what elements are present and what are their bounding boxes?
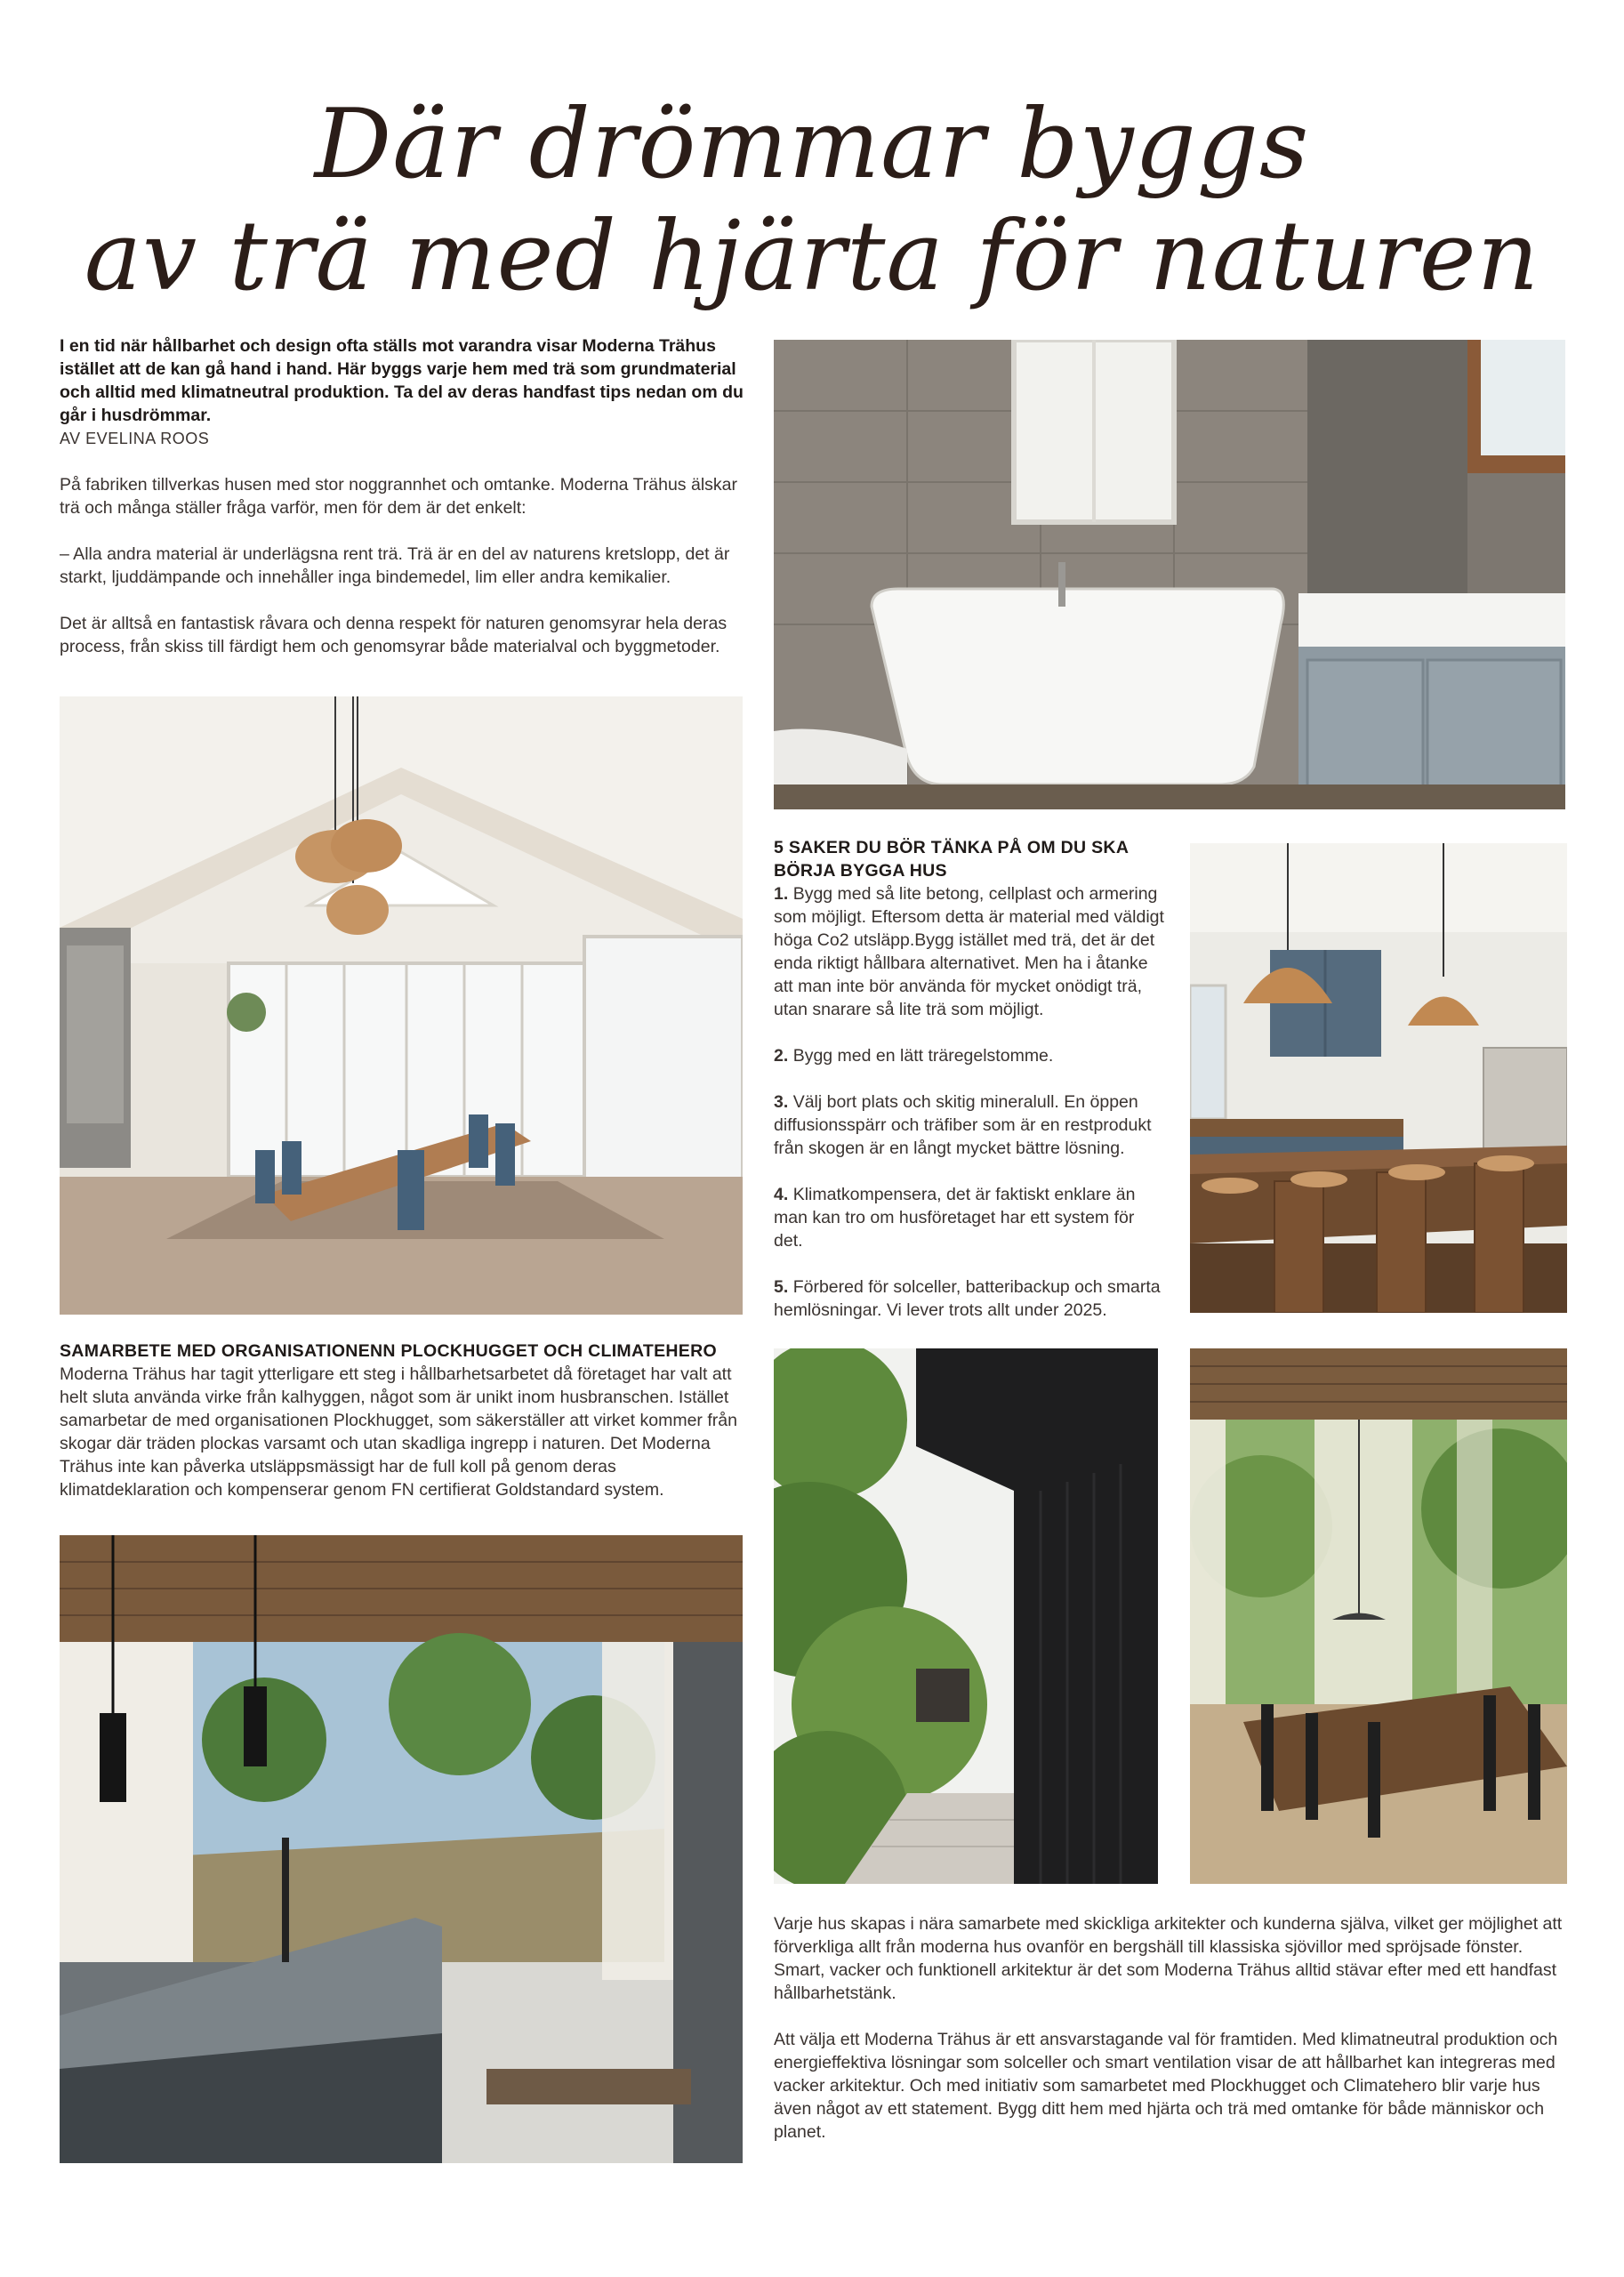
- tip-item: [774, 1275, 1165, 1322]
- tip-text: Förbered för solceller, batteribackup och smarta hemlösningar. Vi lever trots allt under 2025.: [774, 1277, 1161, 1320]
- exterior-facade-photo: [774, 1348, 1158, 1884]
- tip-text: Välj bort plats och skitig mineralull. En öppen diffusionsspärr och träfiber som är en restprodukt från skogen är en långt mycket bättre lösning.: [774, 1092, 1152, 1158]
- intro-lead: I en tid när hållbarhet och design ofta ställs mot varandra visar Moderna Trähus istället att de kan gå hand i hand. Här byggs varje hem med trä som grundmaterial och alltid med klimatneutral produktion. Ta del av deras handfast tips nedan om du går i husdrömmar.: [60, 336, 744, 425]
- intro-section: [60, 334, 744, 658]
- tips-heading-line-2: BÖRJA BYGGA HUS: [774, 861, 947, 881]
- tip-item: [774, 1044, 1165, 1067]
- intro-paragraph-1: På fabriken tillverkas husen med stor noggrannhet och omtanke. Moderna Trähus älskar trä och många ställer fråga varför, men för dem är det enkelt:: [60, 475, 737, 518]
- dining-room-window-photo: [1190, 1348, 1567, 1884]
- tip-text: Bygg med så lite betong, cellplast och armering som möjligt. Eftersom detta är material med väldigt höga Co2 utsläpp.Bygg istället med trä, det är det enda riktigt hållbara alternativet. Men ha i åtanke att man inte bör använda för mycket onödigt trä, utan snarare så lite trä som möjligt.: [774, 884, 1164, 1019]
- closing-section: [774, 1912, 1574, 2144]
- collab-heading: SAMARBETE MED ORGANISATIONENN PLOCKHUGGET OCH CLIMATEHERO: [60, 1341, 717, 1361]
- intro-paragraph-3: Det är alltså en fantastisk råvara och denna respekt för naturen genomsyrar hela deras process, från skiss till färdigt hem och genomsyrar både materialval och byggmetoder.: [60, 614, 728, 656]
- tip-text: Klimatkompensera, det är faktiskt enklare än man kan tro om husföretaget har ett system för det.: [774, 1185, 1136, 1251]
- tip-item: [774, 1090, 1165, 1160]
- tip-number: 5.: [774, 1277, 789, 1297]
- tips-section: [774, 836, 1165, 1345]
- kitchen-photo: [1190, 843, 1567, 1313]
- tip-number: 3.: [774, 1092, 789, 1112]
- tip-text: Bygg med en lätt träregelstomme.: [792, 1046, 1054, 1066]
- tip-item: [774, 1183, 1165, 1252]
- tips-heading-line-1: 5 SAKER DU BÖR TÄNKA PÅ OM DU SKA: [774, 838, 1130, 857]
- tip-number: 4.: [774, 1185, 789, 1204]
- page-title-line-2: av trä med hjärta för naturen: [84, 201, 1540, 312]
- byline: AV EVELINA ROOS: [60, 430, 210, 447]
- collab-section: [60, 1340, 744, 1501]
- intro-paragraph-2: – Alla andra material är underlägsna rent trä. Trä är en del av naturens kretslopp, det är starkt, ljuddämpande och innehåller inga bindemedel, lim eller andra kemikalier.: [60, 544, 730, 587]
- dining-hall-photo: [60, 696, 743, 1315]
- closing-paragraph-2: Att välja ett Moderna Trähus är ett ansvarstagande val för framtiden. Med klimatneutral produktion och energieffektiva lösningar som solceller och smart ventilation visar de att hållbarhet kan integreras med vacker arkitektur. Och med initiativ som samarbetet med Plockhugget och Climatehero blir varje hus även något av ett statement. Bygg ditt hem med hjärta och trä med omtanke för både människor och planet.: [774, 2030, 1558, 2142]
- kitchen-island-photo: [60, 1535, 743, 2163]
- tip-number: 2.: [774, 1046, 789, 1066]
- bathroom-photo: [774, 340, 1565, 809]
- tip-number: 1.: [774, 884, 789, 904]
- closing-paragraph-1: Varje hus skapas i nära samarbete med skickliga arkitekter och kunderna själva, vilket ger möjlighet att förverkliga allt från moderna hus ovanför en bergshäll till klassiska sjövillor med spröjsade fönster. Smart, vacker och funktionell arkitektur är det som Moderna Trähus alltid stävar efter med ett handfast hållbarhetstänk.: [774, 1914, 1563, 2003]
- tip-item: [774, 882, 1165, 1021]
- collab-body: Moderna Trähus har tagit ytterligare ett steg i hållbarhetsarbetet då företaget har valt att helt sluta använda virke från kalhyggen, något som är unikt inom husbranschen. Istället samarbetar de med organisationen Plockhugget, som säkerställer att virket kommer från skogar där träden plockas varsamt och utan skadliga ingrepp i naturen. Det Moderna Trähus inte kan påverka utsläppsmässigt har de full koll på genom deras klimatdeklaration och kompenserar genom FN certifierat Goldstandard system.: [60, 1364, 737, 1500]
- page-title-line-1: Där drömmar byggs: [314, 89, 1310, 200]
